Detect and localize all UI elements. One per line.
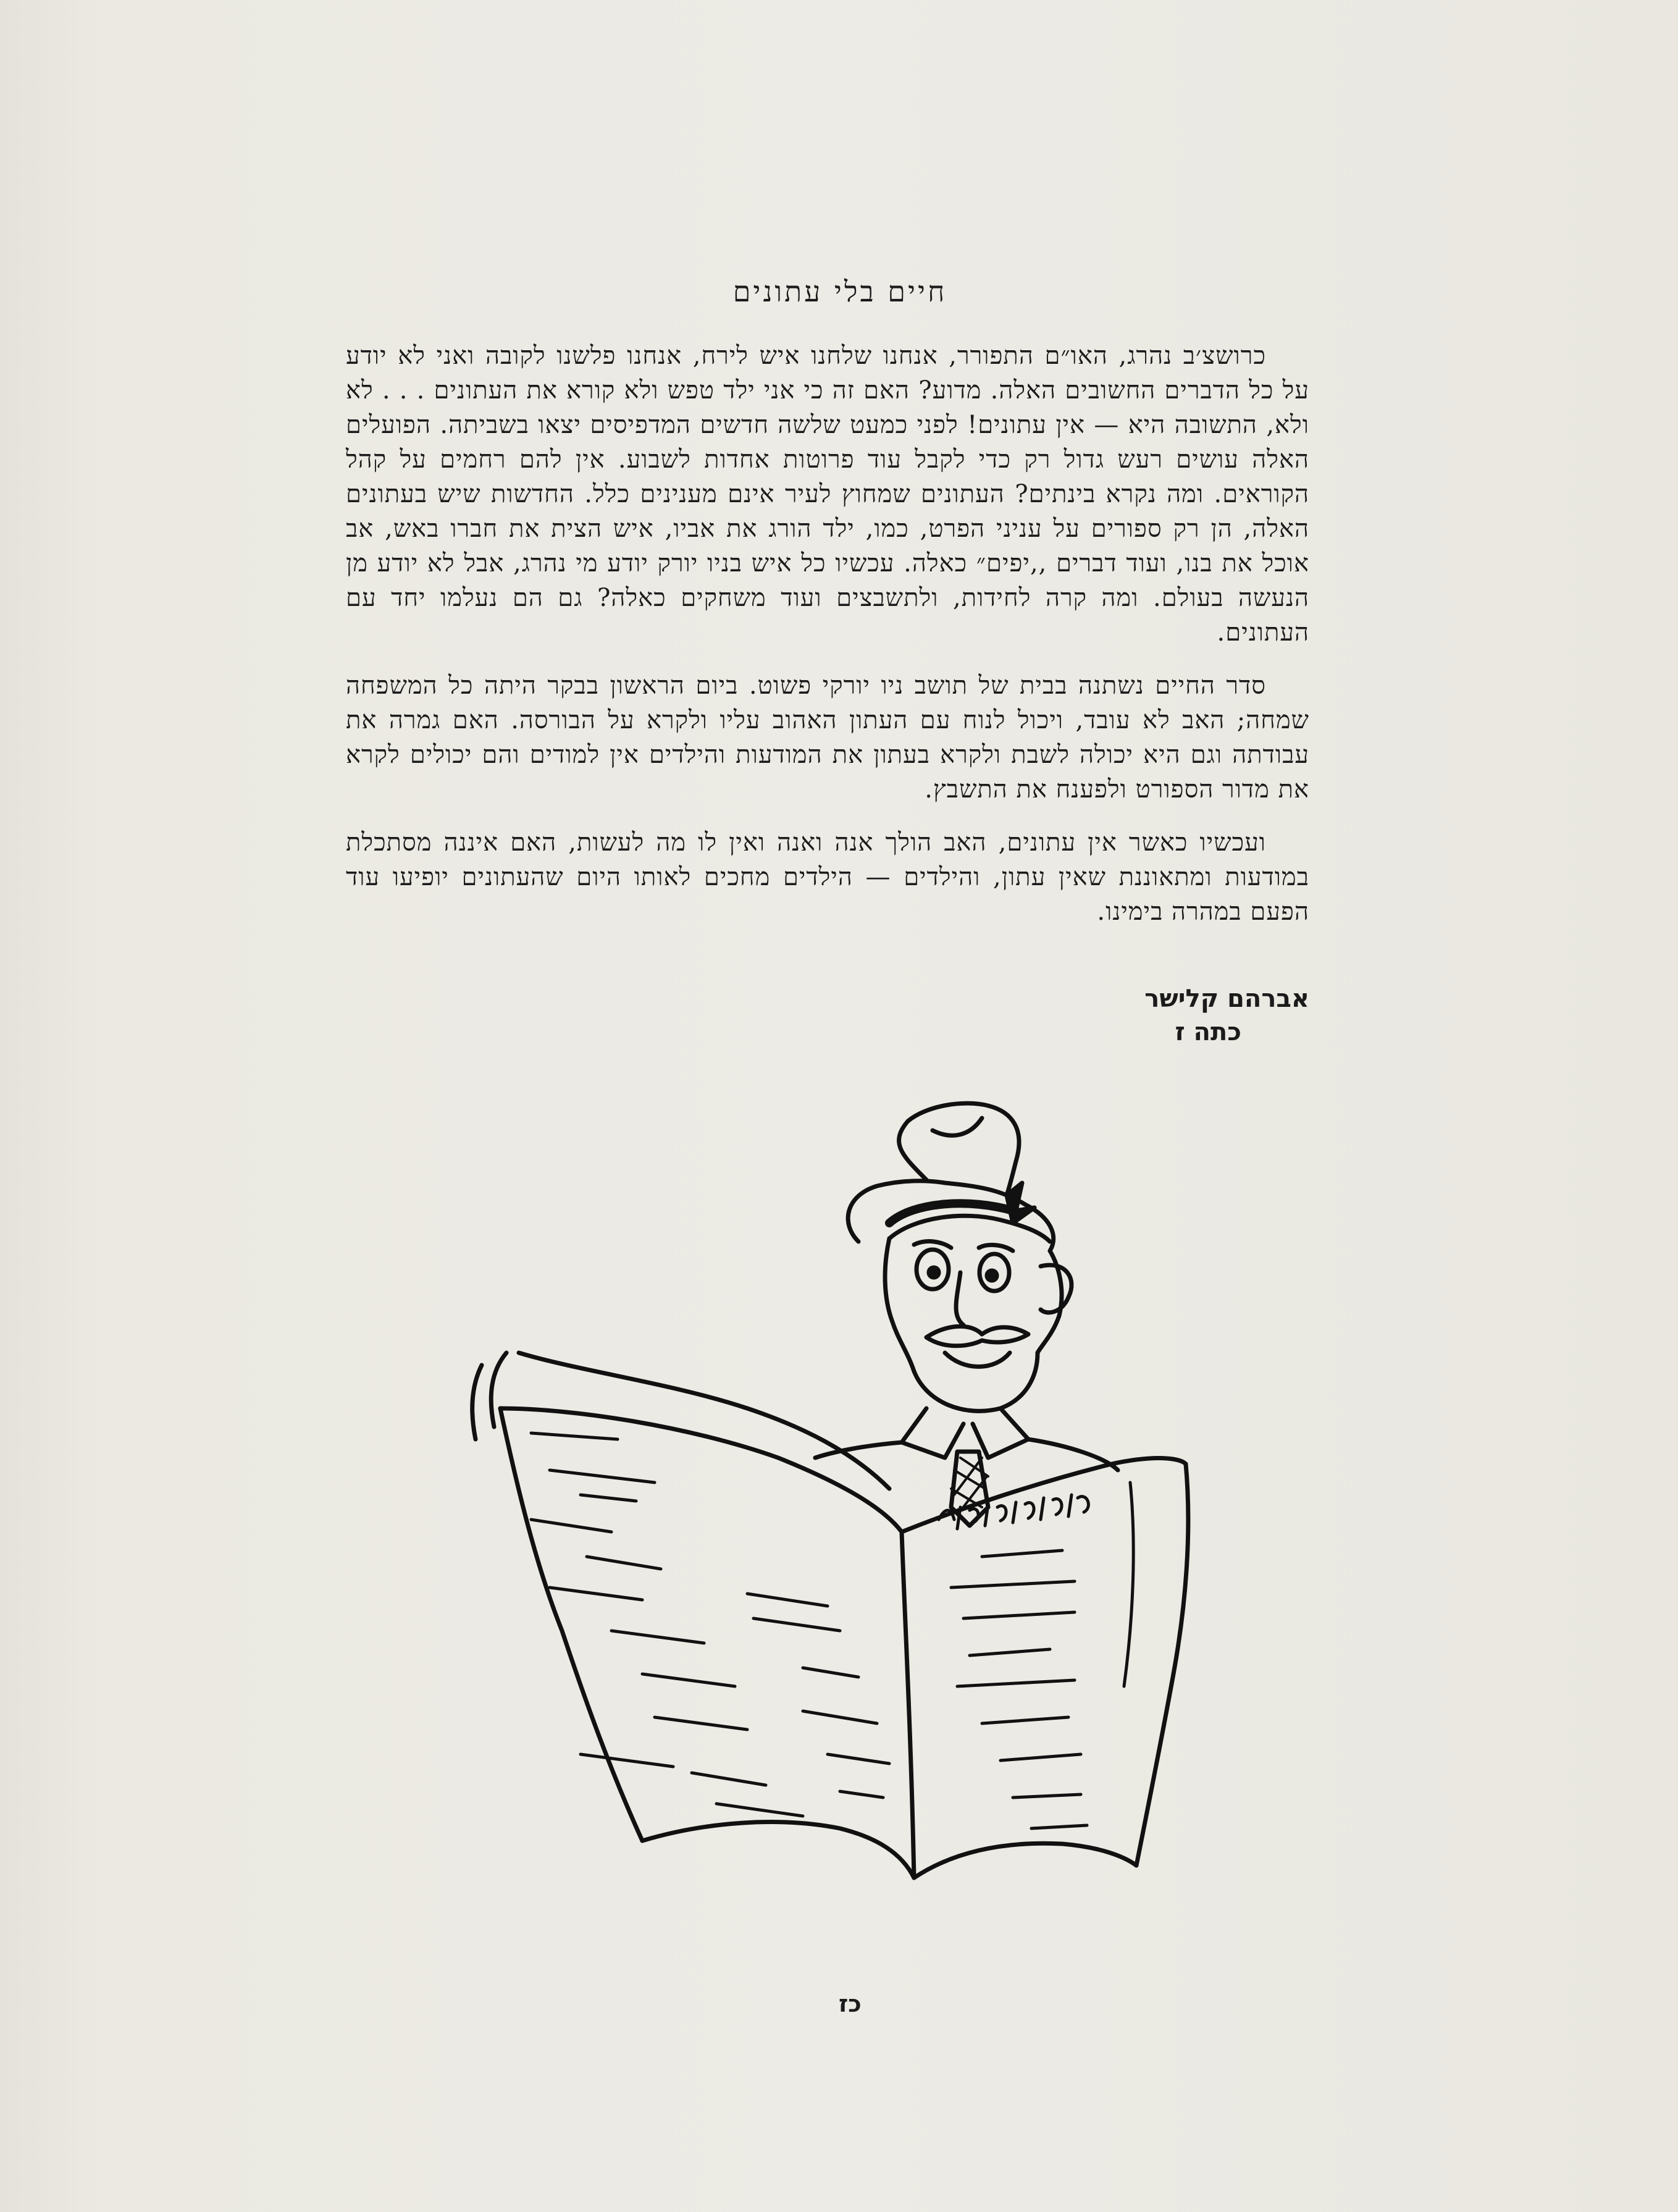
newspaper-masthead-script bbox=[939, 1495, 1088, 1529]
hat-drawing bbox=[848, 1103, 1054, 1251]
newspaper-text-lines bbox=[531, 1433, 1087, 1828]
author-name: אברהם קלישר bbox=[1144, 985, 1309, 1013]
article-title: חיים בלי עתונים bbox=[732, 275, 947, 308]
page-number: כז bbox=[839, 1990, 862, 2017]
man-reading-newspaper-drawing bbox=[457, 1062, 1278, 1915]
article-body bbox=[346, 339, 1309, 948]
paragraph-1: כרושצ׳ב נהרג, האו״ם התפורר, אנחנו שלחנו איש לירח, אנחנו פלשנו לקובה ואני לא יודע על כל הדברים החשובים האלה. מדוע? האם זה כי אני ילד טפש ולא קורא את העתונים . . . לא ולא, התשובה היא — אין עתונים! לפני כמעט שלשה חדשים המדפיסים יצאו בשביתה. הפועלים האלה עושים רעש גדול רק כדי לקבל עוד פרוטות אחדות לשבוע. אין להם רחמים על קהל הקוראים. ומה נקרא בינתים? העתונים שמחוץ לעיר אינם מענינים כלל. החדשות שיש בעתונים האלה, הן רק ספורים על עניני הפרט, כמו, ילד הורג את אביו, איש הצית את חברו באש, אב אוכל את בנו, ועוד דברים ,,יפים״ כאלה. עכשיו כל איש בניו יורק יודע מי נהרג, אבל לא יודע מן הנעשה בעולם. ומה קרה לחידות, ולתשבצים ועוד משחקים כאלה? גם הם נעלמו יחד עם העתונים. bbox=[346, 342, 1309, 647]
author-class: כתה ז bbox=[1175, 1018, 1241, 1046]
face-drawing bbox=[885, 1238, 1072, 1411]
paragraph-3: ועכשיו כאשר אין עתונים, האב הולך אנה ואנה ואין לו מה לעשות, האם איננה מסתכלת במודעות ומתאוננת שאין עתון, והילדים — הילדים מחכים לאותו היום שהעתונים יופיעו עוד הפעם במהרה בימינו. bbox=[346, 828, 1309, 926]
newspaper-drawing bbox=[472, 1353, 1188, 1878]
signature-block bbox=[1144, 982, 1309, 1049]
paragraph-2: סדר החיים נשתנה בבית של תושב ניו יורקי פשוט. ביום הראשון בבקר היתה כל המשפחה שמחה; האב לא עובד, ויכול לנוח עם העתון האהוב עליו ולקרא על הבורסה. האם גמרה את עבודתה וגם היא יכולה לשבת ולקרא בעתון את המודעות והילדים אין למודים והם יכולים לקרא את מדור הספורט ולפענח את התשבץ. bbox=[346, 671, 1309, 804]
